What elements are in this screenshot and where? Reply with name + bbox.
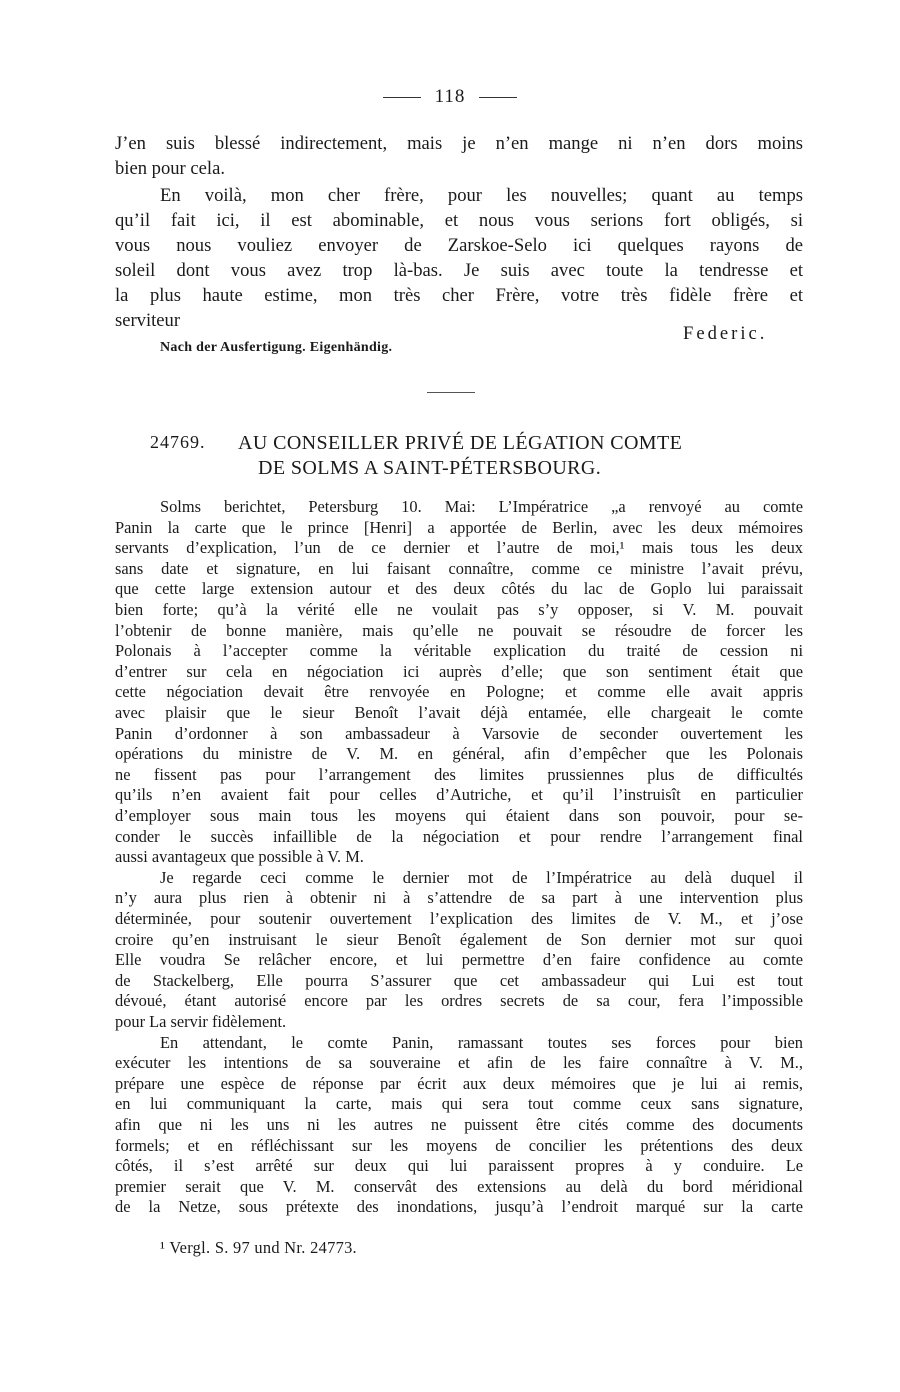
report-line: Polonais à l’accepter comme la véritable explication du traité de cession ni <box>115 641 803 661</box>
report-line: premier serait que V. M. conservât des extensions au delà du bord méridional <box>115 1176 803 1196</box>
signature: Federic. <box>683 323 768 344</box>
report-line: formels; et en réfléchissant sur les moyens de concilier les prétentions des deux <box>115 1135 803 1155</box>
letter-line: serviteur <box>115 310 181 331</box>
report-line: de Stackelberg, Elle pourra S’assurer que cet ambassadeur qui Lui est tout <box>115 970 803 990</box>
letter-line: soleil dont vous avez trop là-bas. Je suis avec toute la tendresse et <box>115 260 803 281</box>
header-dash-left <box>383 97 421 98</box>
report-line: conder le succès infaillible de la négociation et pour rendre l’arrangement final <box>115 826 803 846</box>
source-note: Nach der Ausfertigung. Eigenhändig. <box>160 340 393 355</box>
page-number: 118 <box>434 86 466 107</box>
report-line: n’y aura plus rien à obtenir ni à s’attendre de sa part à une intervention plus <box>115 888 803 908</box>
letter-line: vous nous vouliez envoyer de Zarskoe-Selo ici quelques rayons de <box>115 235 803 256</box>
report-line: En attendant, le comte Panin, ramassant toutes ses forces pour bien <box>160 1032 803 1052</box>
report-line: de la Netze, sous prétexte des inondations, jusqu’à l’endroit marqué sur la carte <box>115 1197 803 1217</box>
document-number: 24769. <box>150 432 206 452</box>
report-line: prépare une espèce de réponse par écrit aux deux mémoires que je lui ai remis, <box>115 1073 803 1093</box>
report-line: qu’ils n’en avaient fait pour celles d’Autriche, et qu’il l’instruisît en particulier <box>115 785 803 805</box>
report-line: que cette large extension autour et des deux côtés du lac de Goplo lui paraissait <box>115 579 803 599</box>
report-line: côtés, il s’est arrêté sur deux qui lui paraissent propres à y conduire. Le <box>115 1156 803 1176</box>
section-separator <box>427 392 475 393</box>
report-line: Panin d’ordonner à son ambassadeur à Varsovie de seconder ouvertement les <box>115 723 803 743</box>
heading-title-line1: AU CONSEILLER PRIVÉ DE LÉGATION COMTE <box>238 432 683 454</box>
report-line: servants d’explication, l’un de ce dernier et l’autre de moi,¹ mais tous les deux <box>115 538 803 558</box>
report-line: exécuter les intentions de sa souveraine et afin de les faire connaître à V. M., <box>115 1053 803 1073</box>
report-line: pour La servir fidèlement. <box>115 1012 287 1031</box>
report-line: en lui communiquant la carte, mais qui sera tout comme ceux sans signature, <box>115 1094 803 1114</box>
report-line: ne fissent pas pour l’arrangement des limites prussiennes plus de difficultés <box>115 764 803 784</box>
header-dash-right <box>479 97 517 98</box>
letter-line: En voilà, mon cher frère, pour les nouvelles; quant au temps <box>160 185 803 206</box>
report-line: croire qu’en instruisant le sieur Benoît également de Son dernier mot sur quoi <box>115 929 803 949</box>
report-line: d’employer sous main tous les moyens qui étaient dans son pouvoir, pour se- <box>115 806 803 825</box>
report-line: d’entrer sur cela en négociation ici auprès d’elle; que son sentiment était que <box>115 661 803 681</box>
page-number-header <box>0 86 900 108</box>
letter-line: bien pour cela. <box>115 158 225 179</box>
report-line: dévoué, étant autorisé encore par les ordres secrets de sa cour, fera l’impossible <box>115 991 803 1011</box>
report-line: aussi avantageux que possible à V. M. <box>115 847 364 867</box>
report-line: Solms berichtet, Petersburg 10. Mai: L’Impératrice „a renvoyé au comte <box>160 497 803 516</box>
report-line: opérations du ministre de V. M. en général, afin d’empêcher que les Polonais <box>115 744 803 764</box>
letter-line: qu’il fait ici, il est abominable, et nous vous serions fort obligés, si <box>115 210 803 231</box>
report-line: Panin la carte que le prince [Henri] a apportée de Berlin, avec les deux mémoires <box>115 517 803 537</box>
report-line: bien forte; qu’à la vérité elle ne voulait pas s’y opposer, si V. M. pouvait <box>115 600 803 619</box>
report-line: Je regarde ceci comme le dernier mot de l’Impératrice au delà duquel il <box>160 867 803 887</box>
heading-title-line2: DE SOLMS A SAINT-PÉTERSBOURG. <box>258 457 602 479</box>
footnote: ¹ Vergl. S. 97 und Nr. 24773. <box>160 1238 357 1257</box>
report-line: déterminée, pour soutenir ouvertement l’explication des limites de V. M., et j’ose <box>115 909 803 928</box>
letter-line: la plus haute estime, mon très cher Frère, votre très fidèle frère et <box>115 285 803 306</box>
report-line: afin que ni les uns ni les autres ne puissent être cités comme des documents <box>115 1115 803 1134</box>
report-line: cette négociation devait être renvoyée en Pologne; et comme elle avait appris <box>115 682 803 702</box>
report-line: Elle voudra Se relâcher encore, et lui permettre d’en faire confidence au comte <box>115 950 803 970</box>
report-line: l’obtenir de bonne manière, mais qu’elle ne pouvait se résoudre de forcer les <box>115 620 803 640</box>
report-line: avec plaisir que le sieur Benoît l’avait déjà entamée, elle chargeait le comte <box>115 703 803 722</box>
letter-line: J’en suis blessé indirectement, mais je n’en mange ni n’en dors moins <box>115 133 803 154</box>
report-line: sans date et signature, en lui faisant connaître, comme ce ministre l’avait prévu, <box>115 558 803 578</box>
